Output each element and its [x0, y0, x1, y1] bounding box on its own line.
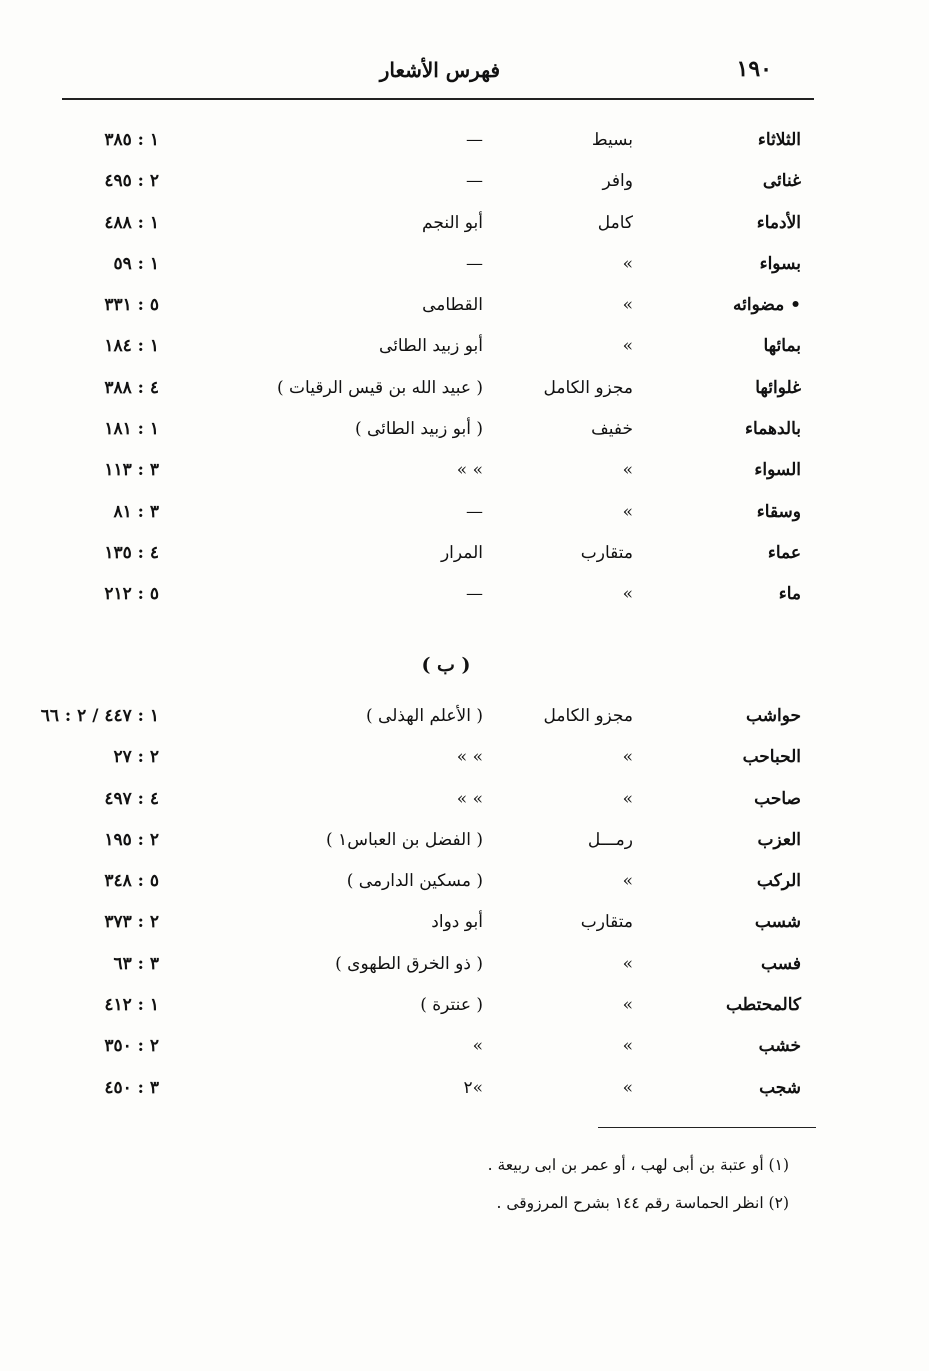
rhyme-word: بسواء — [759, 253, 801, 274]
index-row — [0, 165, 929, 206]
volume-page-ref: ٥ : ٢١٢ — [104, 584, 159, 605]
meter-name: بسيط — [591, 130, 633, 150]
page-number: ١٩٠ — [736, 56, 772, 82]
page-header — [62, 52, 812, 98]
volume-page-ref: ١ : ١٨٤ — [104, 336, 159, 357]
poet-name: » » — [456, 460, 483, 481]
index-row — [0, 906, 929, 947]
rhyme-word: بالدهماء — [745, 419, 801, 440]
section-b-table — [0, 700, 929, 1113]
page-title: فهرس الأشعار — [379, 58, 500, 82]
rhyme-word: الركب — [756, 871, 801, 892]
rhyme-word: غنائى — [762, 171, 801, 192]
rhyme-word: الثلاثاء — [757, 130, 801, 150]
volume-page-ref: ٣ : ٨١ — [113, 501, 159, 522]
meter-name: وافر — [602, 171, 633, 192]
poet-name: ( ذو الخرق الطهوى ) — [335, 953, 483, 974]
index-row — [0, 1072, 929, 1113]
volume-page-ref: ٣ : ٤٥٠ — [104, 1077, 159, 1098]
volume-page-ref: ٢ : ١٩٥ — [104, 829, 159, 850]
poet-name: ( أبو زبيد الطائى ) — [354, 419, 483, 440]
volume-page-ref: ٢ : ٢٧ — [113, 747, 159, 768]
section-heading: ( ب ) — [421, 654, 471, 676]
volume-page-ref: ١ : ٥٩ — [113, 253, 159, 274]
meter-name: مجزو الكامل — [543, 377, 633, 398]
volume-page-ref: ٤ : ٤٩٧ — [104, 788, 159, 809]
meter-name: » — [622, 295, 633, 316]
poet-name: أبو زبيد الطائى — [379, 336, 483, 357]
poet-name: ( عنترة ) — [420, 995, 483, 1016]
poet-name: المرار — [440, 542, 483, 563]
header-divider — [62, 98, 814, 100]
poet-name: — — [466, 584, 483, 605]
index-row — [0, 454, 929, 495]
rhyme-word: • مضوائه — [733, 295, 801, 316]
meter-name: مجزو الكامل — [543, 706, 633, 726]
rhyme-word: بمائها — [763, 336, 801, 357]
index-row — [0, 289, 929, 330]
meter-name: » — [622, 953, 633, 974]
meter-name: » — [622, 1036, 633, 1057]
poet-name: — — [466, 171, 483, 192]
poet-name: أبو النجم — [422, 212, 483, 233]
volume-page-ref: ٢ : ٤٩٥ — [104, 171, 159, 192]
poet-name: ( عبيد الله بن قيس الرقيات ) — [277, 377, 483, 398]
index-row — [0, 741, 929, 782]
rhyme-word: شسب — [754, 912, 801, 933]
footnote: (٢) انظر الحماسة رقم ١٤٤ بشرح المرزوقى . — [496, 1194, 789, 1212]
rhyme-word: السواء — [754, 460, 801, 481]
volume-page-ref: ١ : ٤٨٨ — [104, 212, 159, 233]
index-row — [0, 496, 929, 537]
poet-name: — — [466, 501, 483, 522]
index-row — [0, 537, 929, 578]
poet-name: — — [466, 253, 483, 274]
footnote: (١) أو عتبة بن أبى لهب ، أو عمر بن ابى ربيعة . — [487, 1156, 789, 1174]
index-row — [0, 207, 929, 248]
poet-name: ( الأعلم الهذلى ) — [366, 706, 483, 726]
meter-name: » — [622, 871, 633, 892]
rhyme-word: ماء — [778, 584, 801, 605]
meter-name: متقارب — [580, 542, 633, 563]
volume-page-ref: ١ : ٤٤٧ / ٢ : ٦٦ — [40, 706, 159, 726]
volume-page-ref: ٥ : ٣٤٨ — [104, 871, 159, 892]
index-row — [0, 700, 929, 741]
index-row — [0, 248, 929, 289]
meter-name: » — [622, 995, 633, 1016]
rhyme-word: عماء — [767, 542, 801, 563]
rhyme-word: الحباحب — [742, 747, 801, 768]
index-row — [0, 330, 929, 371]
volume-page-ref: ١ : ١٨١ — [104, 419, 159, 440]
rhyme-word: العزب — [757, 829, 801, 850]
meter-name: متقارب — [580, 912, 633, 933]
index-row — [0, 413, 929, 454]
volume-page-ref: ١ : ٣٨٥ — [104, 130, 159, 150]
meter-name: كامل — [597, 212, 633, 233]
index-row — [0, 578, 929, 619]
index-row — [0, 989, 929, 1030]
rhyme-word: خشب — [758, 1036, 801, 1057]
volume-page-ref: ٤ : ١٣٥ — [104, 542, 159, 563]
volume-page-ref: ٥ : ٣٣١ — [104, 295, 159, 316]
index-row — [0, 783, 929, 824]
rhyme-word: غلوائها — [755, 377, 801, 398]
index-row — [0, 372, 929, 413]
meter-name: » — [622, 336, 633, 357]
meter-name: رمـــل — [587, 829, 633, 850]
meter-name: » — [622, 460, 633, 481]
meter-name: » — [622, 584, 633, 605]
poet-name: — — [466, 130, 483, 150]
meter-name: » — [622, 747, 633, 768]
index-row — [0, 865, 929, 906]
poet-name: ( الفضل بن العباس١ ) — [326, 829, 483, 850]
footnotes — [269, 1146, 789, 1222]
poet-name: »٢ — [463, 1077, 483, 1098]
poet-name: » » — [456, 747, 483, 768]
volume-page-ref: ٢ : ٣٥٠ — [104, 1036, 159, 1057]
footnote-divider — [598, 1127, 816, 1128]
index-row — [0, 1030, 929, 1071]
volume-page-ref: ٣ : ١١٣ — [104, 460, 159, 481]
poet-name: » » — [456, 788, 483, 809]
index-row — [0, 948, 929, 989]
rhyme-word: وسقاء — [756, 501, 801, 522]
volume-page-ref: ٣ : ٦٣ — [113, 953, 159, 974]
poet-name: القطامى — [422, 295, 483, 316]
meter-name: » — [622, 788, 633, 809]
volume-page-ref: ١ : ٤١٢ — [104, 995, 159, 1016]
rhyme-word: فسب — [761, 953, 801, 974]
poet-name: » — [472, 1036, 483, 1057]
rhyme-word: صاحب — [754, 788, 801, 809]
poet-name: ( مسكين الدارمى ) — [346, 871, 483, 892]
volume-page-ref: ٤ : ٣٨٨ — [104, 377, 159, 398]
rhyme-word: الأدماء — [756, 212, 801, 233]
rhyme-word: حواشب — [746, 706, 801, 726]
rhyme-word: شجب — [759, 1077, 801, 1098]
poet-name: أبو دواد — [431, 912, 483, 933]
index-row — [0, 824, 929, 865]
rhyme-word: كالمحتطب — [725, 995, 801, 1016]
section-a-table — [0, 124, 929, 620]
meter-name: » — [622, 1077, 633, 1098]
volume-page-ref: ٢ : ٣٧٣ — [104, 912, 159, 933]
index-row — [0, 124, 929, 165]
meter-name: » — [622, 501, 633, 522]
meter-name: » — [622, 253, 633, 274]
meter-name: خفيف — [591, 419, 633, 440]
